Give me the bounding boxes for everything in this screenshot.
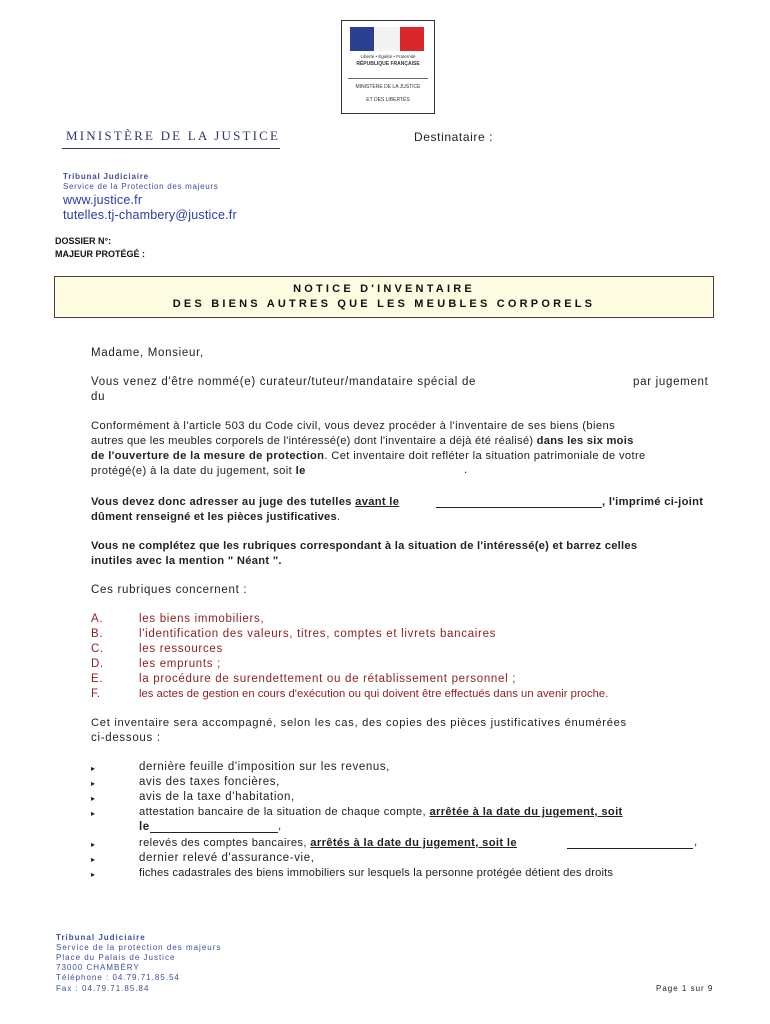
bullet-icon: ▸: [91, 794, 96, 803]
tribunal-label: Tribunal Judiciaire: [63, 172, 149, 181]
releves-date-blank[interactable]: [567, 848, 693, 849]
article-503-line4-text: protégé(e) à la date du jugement, soit: [91, 465, 293, 477]
rubriques-intro: Ces rubriques concernent :: [91, 584, 248, 596]
service-label: Service de la Protection des majeurs: [63, 182, 219, 191]
page-number: Page 1 sur 9: [656, 984, 714, 993]
destinataire-label: Destinataire :: [414, 130, 494, 144]
adresser-juge-text: Vous devez donc adresser au juge des tutelles: [91, 496, 352, 508]
releves-date-emphasis: arrêtés à la date du jugement, soit le: [310, 837, 517, 849]
nomination-par-jugement: par jugement: [633, 376, 709, 388]
attestation-date-blank[interactable]: [150, 832, 278, 833]
list-item-text: dernier relevé d'assurance-vie,: [139, 852, 315, 864]
article-503-line2-text: autres que les meubles corporels de l'intéressé(e) dont l'inventaire a déjà été réalisé): [91, 435, 534, 447]
list-item-text: les biens immobiliers,: [139, 613, 265, 625]
imprime-ci-joint: , l'imprimé ci-joint: [602, 496, 704, 508]
footer-phone: Téléphone : 04.79.71.85.54: [56, 973, 180, 982]
logo-ministry-line2: ET DES LIBERTÉS: [366, 97, 410, 103]
article-503-line3: [91, 449, 646, 464]
majeur-protege-label: MAJEUR PROTÉGÉ :: [55, 249, 146, 259]
notice-title-line1: NOTICE D'INVENTAIRE: [293, 283, 475, 295]
list-item-letter: F.: [91, 688, 101, 700]
list-item-letter: C.: [91, 643, 104, 655]
avant-le-label: avant le: [355, 496, 400, 508]
list-item-text: dernière feuille d'imposition sur les revenus,: [139, 761, 390, 773]
attestation-text: attestation bancaire de la situation de chaque compte,: [139, 806, 426, 818]
nomination-du: du: [91, 391, 106, 403]
article-503-line3-text: . Cet inventaire doit refléter la situation patrimoniale de votre: [324, 450, 646, 462]
article-503-line1: Conformément à l'article 503 du Code civil, vous devez procéder à l'inventaire de ses biens (biens: [91, 420, 616, 432]
bullet-icon: ▸: [91, 764, 96, 773]
list-item-text: avis des taxes foncières,: [139, 776, 280, 788]
rubriques-instruction-line1: Vous ne complétez que les rubriques correspondant à la situation de l'intéressé(e) et barrez celles: [91, 540, 638, 552]
footer-service: Service de la protection des majeurs: [56, 943, 222, 952]
website-link[interactable]: www.justice.fr: [63, 193, 143, 207]
bullet-icon: ▸: [91, 855, 96, 864]
list-item-letter: B.: [91, 628, 104, 640]
ministry-rule: [62, 148, 280, 149]
list-item-letter: E.: [91, 673, 104, 685]
list-item-text: la procédure de surendettement ou de rétablissement personnel ;: [139, 673, 517, 685]
logo-motto: Liberté • Égalité • Fraternité: [360, 54, 416, 59]
list-item-text: avis de la taxe d'habitation,: [139, 791, 295, 803]
list-item-text: [139, 805, 623, 820]
notice-title-line2: DES BIENS AUTRES QUE LES MEUBLES CORPORELS: [172, 298, 596, 310]
attestation-date-emphasis: arrêtée à la date du jugement, soit: [429, 806, 623, 818]
logo-republic: RÉPUBLIQUE FRANÇAISE: [356, 61, 420, 67]
pieces-intro-line1: Cet inventaire sera accompagné, selon les cas, des copies des pièces justificatives énumérées: [91, 717, 627, 729]
republic-logo: [341, 20, 435, 114]
attestation-le-label: le: [139, 821, 150, 833]
email-link[interactable]: tutelles.tj-chambery@justice.fr: [63, 208, 237, 222]
marianne-flag-icon: [350, 27, 424, 51]
article-503-line4: [91, 464, 306, 479]
adresser-juge-line1: [91, 495, 399, 510]
list-item-text: les emprunts ;: [139, 658, 222, 670]
list-item-letter: A.: [91, 613, 104, 625]
pieces-intro-line2: ci-dessous :: [91, 732, 161, 744]
rubriques-instruction-line2: inutiles avec la mention " Néant ".: [91, 555, 282, 567]
bullet-icon: ▸: [91, 809, 96, 818]
releves-comma: ,: [694, 836, 698, 848]
adresser-juge-line2: dûment renseigné et les pièces justificatives.: [91, 511, 341, 523]
ministry-heading: MINISTÈRE DE LA JUSTICE: [66, 128, 281, 143]
notice-title-box: [54, 276, 714, 318]
footer-address1: Place du Palais de Justice: [56, 953, 176, 962]
attestation-comma: ,: [278, 820, 282, 832]
list-item-text: les actes de gestion en cours d'exécution ou qui doivent être effectués dans un avenir proche.: [139, 688, 609, 700]
pieces-justificatives-text: dûment renseigné et les pièces justificatives: [91, 511, 337, 523]
logo-divider: [348, 78, 428, 79]
dossier-number-label: DOSSIER N°:: [55, 236, 112, 246]
six-mois-emphasis: dans les six mois: [536, 435, 634, 447]
bullet-icon: ▸: [91, 870, 96, 879]
list-item-text: les ressources: [139, 643, 223, 655]
footer-address2: 73000 CHAMBÉRY: [56, 963, 140, 972]
footer-fax: Fax : 04.79.71.85.84: [56, 984, 150, 993]
nomination-text: Vous venez d'être nommé(e) curateur/tuteur/mandataire spécial de: [91, 376, 477, 388]
article-503-line2: [91, 434, 634, 449]
list-item-text: l'identification des valeurs, titres, comptes et livrets bancaires: [139, 628, 497, 640]
date-le-label: le: [295, 465, 306, 477]
bullet-icon: ▸: [91, 840, 96, 849]
date-blank-dot: .: [464, 464, 468, 476]
releves-text: relevés des comptes bancaires,: [139, 837, 307, 849]
list-item-letter: D.: [91, 658, 104, 670]
bullet-icon: ▸: [91, 779, 96, 788]
avant-le-blank[interactable]: [436, 507, 602, 508]
footer-tribunal: Tribunal Judiciaire: [56, 933, 146, 942]
salutation: Madame, Monsieur,: [91, 347, 204, 359]
list-item-text: [139, 836, 517, 851]
ouverture-emphasis: de l'ouverture de la mesure de protection: [91, 450, 325, 462]
logo-ministry-line1: MINISTÈRE DE LA JUSTICE: [355, 84, 421, 90]
list-item-text: fiches cadastrales des biens immobiliers sur lesquels la personne protégée détient des droits: [139, 867, 614, 879]
